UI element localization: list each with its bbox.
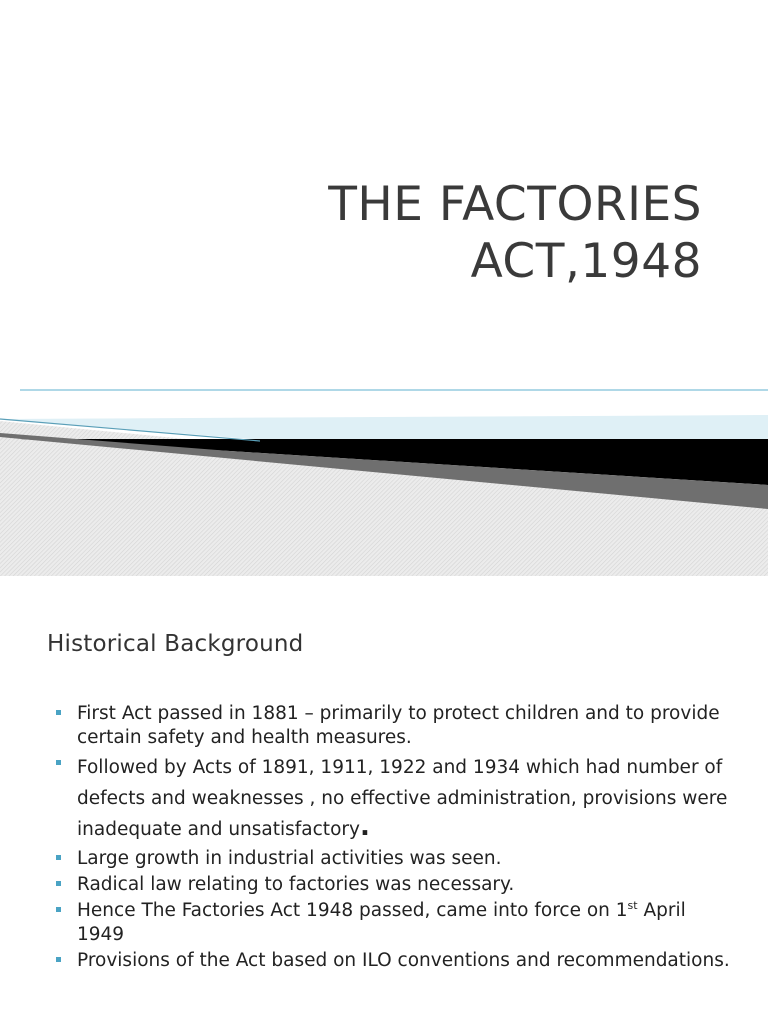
bullet-square-icon bbox=[56, 855, 61, 860]
list-item bbox=[56, 702, 736, 750]
bullet-text: Large growth in industrial activities was seen. bbox=[77, 848, 502, 869]
bullet-text: Provisions of the Act based on ILO conventions and recommendations. bbox=[77, 950, 730, 971]
list-item bbox=[56, 752, 736, 845]
bullet-square-icon bbox=[56, 957, 61, 962]
slide-title bbox=[182, 176, 702, 290]
bullet-text-period: . bbox=[359, 812, 370, 842]
bullet-square-icon bbox=[56, 881, 61, 886]
bullet-text: First Act passed in 1881 – primarily to protect children and to provide certain safety and health measures. bbox=[77, 703, 720, 748]
section-heading: Historical Background bbox=[47, 631, 304, 657]
list-item bbox=[56, 949, 736, 973]
bullet-text: Followed by Acts of 1891, 1911, 1922 and 1934 which had number of defects and weaknesses , no effective administration, provisions were inadequate and unsatisfactory bbox=[77, 757, 728, 840]
list-item bbox=[56, 899, 736, 947]
decorative-stripes bbox=[0, 385, 768, 576]
title-line-2: ACT,1948 bbox=[470, 234, 702, 289]
bullet-text: Radical law relating to factories was necessary. bbox=[77, 874, 515, 895]
title-line-1: THE FACTORIES bbox=[328, 177, 702, 232]
bullet-square-icon bbox=[56, 907, 61, 912]
bullet-square-icon bbox=[56, 760, 61, 765]
bullet-list bbox=[56, 702, 736, 975]
bullet-square-icon bbox=[56, 710, 61, 715]
ordinal-suffix: st bbox=[627, 898, 638, 912]
bullet-text: Hence The Factories Act 1948 passed, came into force on 1 bbox=[77, 900, 628, 921]
bullet-text-end: April 1949 bbox=[77, 900, 686, 945]
list-item bbox=[56, 847, 736, 871]
content-slide bbox=[0, 576, 768, 1024]
list-item bbox=[56, 873, 736, 897]
